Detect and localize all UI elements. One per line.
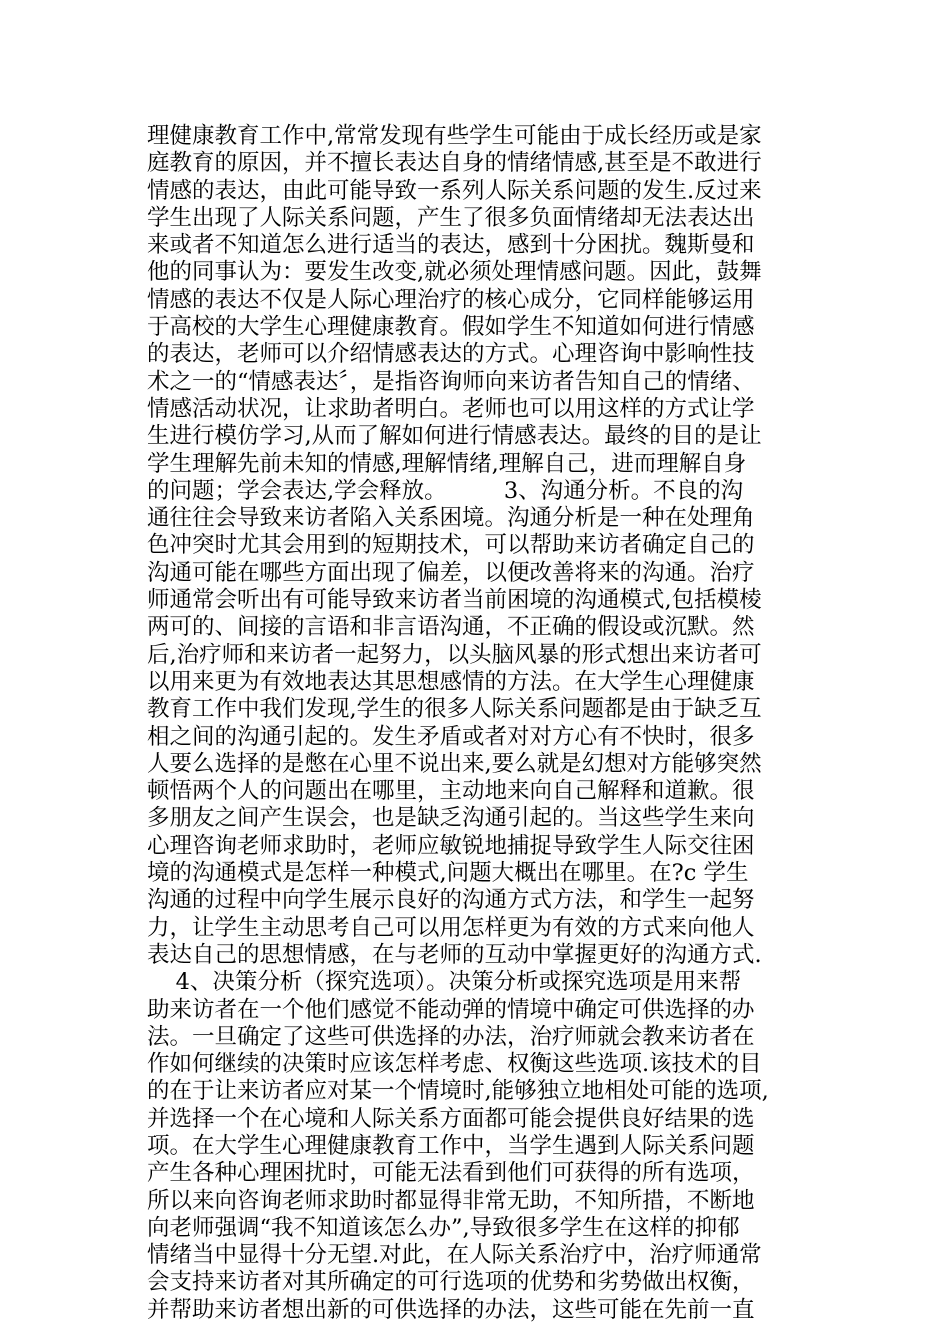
- text-line: 会支持来访者对其所确定的可行选项的优势和劣势做出权衡，: [147, 1269, 755, 1296]
- text-line: 学生出现了人际关系问题，产生了很多负面情绪却无法表达出: [147, 204, 755, 231]
- text-line: 沟通可能在哪些方面出现了偏差，以便改善将来的沟通。治疗: [147, 559, 755, 586]
- text-line: 通往往会导致来访者陷入关系困境。沟通分析是一种在处理角: [147, 505, 755, 532]
- text-line: 情感的表达不仅是人际心理治疗的核心成分，它同样能够运用: [147, 286, 755, 313]
- text-line: 所以来向咨询老师求助时都显得非常无助，不知所措，不断地: [147, 1187, 755, 1214]
- text-line: 项。在大学生心理健康教育工作中，当学生遇到人际关系问题: [147, 1132, 755, 1159]
- text-line: 法。一旦确定了这些可供选择的办法，治疗师就会教来访者在: [147, 1023, 755, 1050]
- text-line: 作如何继续的决策时应该怎样考虑、权衡这些选项.该技术的目: [147, 1051, 762, 1078]
- text-line: 色冲突时尤其会用到的短期技术，可以帮助来访者确定自己的: [147, 532, 755, 559]
- text-line: 助来访者在一个他们感觉不能动弹的情境中确定可供选择的办: [147, 996, 755, 1023]
- text-line: 力，让学生主动思考自己可以用怎样更为有效的方式来向他人: [147, 914, 755, 941]
- text-line: 4、决策分析（探究选项）。决策分析或探究选项是用来帮: [147, 969, 742, 996]
- text-line: 情感的表达，由此可能导致一系列人际关系问题的发生.反过来: [147, 177, 762, 204]
- text-line: 后,治疗师和来访者一起努力，以头脑风暴的形式想出来访者可: [147, 641, 762, 668]
- text-line: 的问题；学会表达,学会释放。 3、沟通分析。不良的沟: [147, 477, 744, 504]
- text-line: 理健康教育工作中,常常发现有些学生可能由于成长经历或是家: [147, 123, 762, 149]
- text-line: 向老师强调“我不知道该怎么办”,导致很多学生在这样的抑郁: [147, 1214, 740, 1241]
- text-line: 情感活动状况，让求助者明白。老师也可以用这样的方式让学: [147, 395, 755, 422]
- text-line: 表达自己的思想情感，在与老师的互动中掌握更好的沟通方式.: [147, 941, 762, 968]
- body-text: [147, 123, 817, 1324]
- text-line: 并帮助来访者想出新的可供选择的办法，这些可能在先前一直: [147, 1296, 755, 1323]
- text-line: 相之间的沟通引起的。发生矛盾或者对对方心有不快时，很多: [147, 723, 755, 750]
- text-line: 境的沟通模式是怎样一种模式,问题大概出在哪里。在?c 学生: [147, 860, 749, 887]
- text-line: 生进行模仿学习,从而了解如何进行情感表达。最终的目的是让: [147, 423, 762, 450]
- text-line: 产生各种心理困扰时，可能无法看到他们可获得的所有选项，: [147, 1160, 755, 1187]
- text-line: 学生理解先前未知的情感,理解情绪,理解自己，进而理解自身: [147, 450, 747, 477]
- text-line: 他的同事认为：要发生改变,就必须处理情感问题。因此，鼓舞: [147, 259, 762, 286]
- text-line: 两可的、间接的言语和非言语沟通，不正确的假设或沉默。然: [147, 614, 755, 641]
- text-line: 庭教育的原因，并不擅长表达自身的情绪情感,甚至是不敢进行: [147, 150, 762, 177]
- text-line: 于高校的大学生心理健康教育。假如学生不知道如何进行情感: [147, 314, 755, 341]
- text-line: 的表达，老师可以介绍情感表达的方式。心理咨询中影响性技: [147, 341, 755, 368]
- text-line: 的在于让来访者应对某一个情境时,能够独立地相处可能的选项,: [147, 1078, 769, 1105]
- text-line: 师通常会听出有可能导致来访者当前困境的沟通模式,包括模棱: [147, 587, 762, 614]
- text-line: 顿悟两个人的问题出在哪里，主动地来向自己解释和道歉。很: [147, 778, 755, 805]
- text-line: 来或者不知道怎么进行适当的表达，感到十分困扰。魏斯曼和: [147, 232, 755, 259]
- text-line: 术之一的“情感表达〞，是指咨询师向来访者告知自己的情绪、: [147, 368, 755, 395]
- text-line: 沟通的过程中向学生展示良好的沟通方式方法，和学生一起努: [147, 887, 755, 914]
- text-line: 人要么选择的是憋在心里不说出来,要么就是幻想对方能够突然: [147, 750, 762, 777]
- text-line: 并选择一个在心境和人际关系方面都可能会提供良好结果的选: [147, 1105, 755, 1132]
- text-line: 教育工作中我们发现,学生的很多人际关系问题都是由于缺乏互: [147, 696, 762, 723]
- text-line: 以用来更为有效地表达其思想感情的方法。在大学生心理健康: [147, 668, 755, 695]
- text-line: 心理咨询老师求助时，老师应敏锐地捕捉导致学生人际交往困: [147, 832, 755, 859]
- text-line: 情绪当中显得十分无望.对此，在人际关系治疗中，治疗师通常: [147, 1242, 762, 1269]
- text-line: 多朋友之间产生误会，也是缺乏沟通引起的。当这些学生来向: [147, 805, 755, 832]
